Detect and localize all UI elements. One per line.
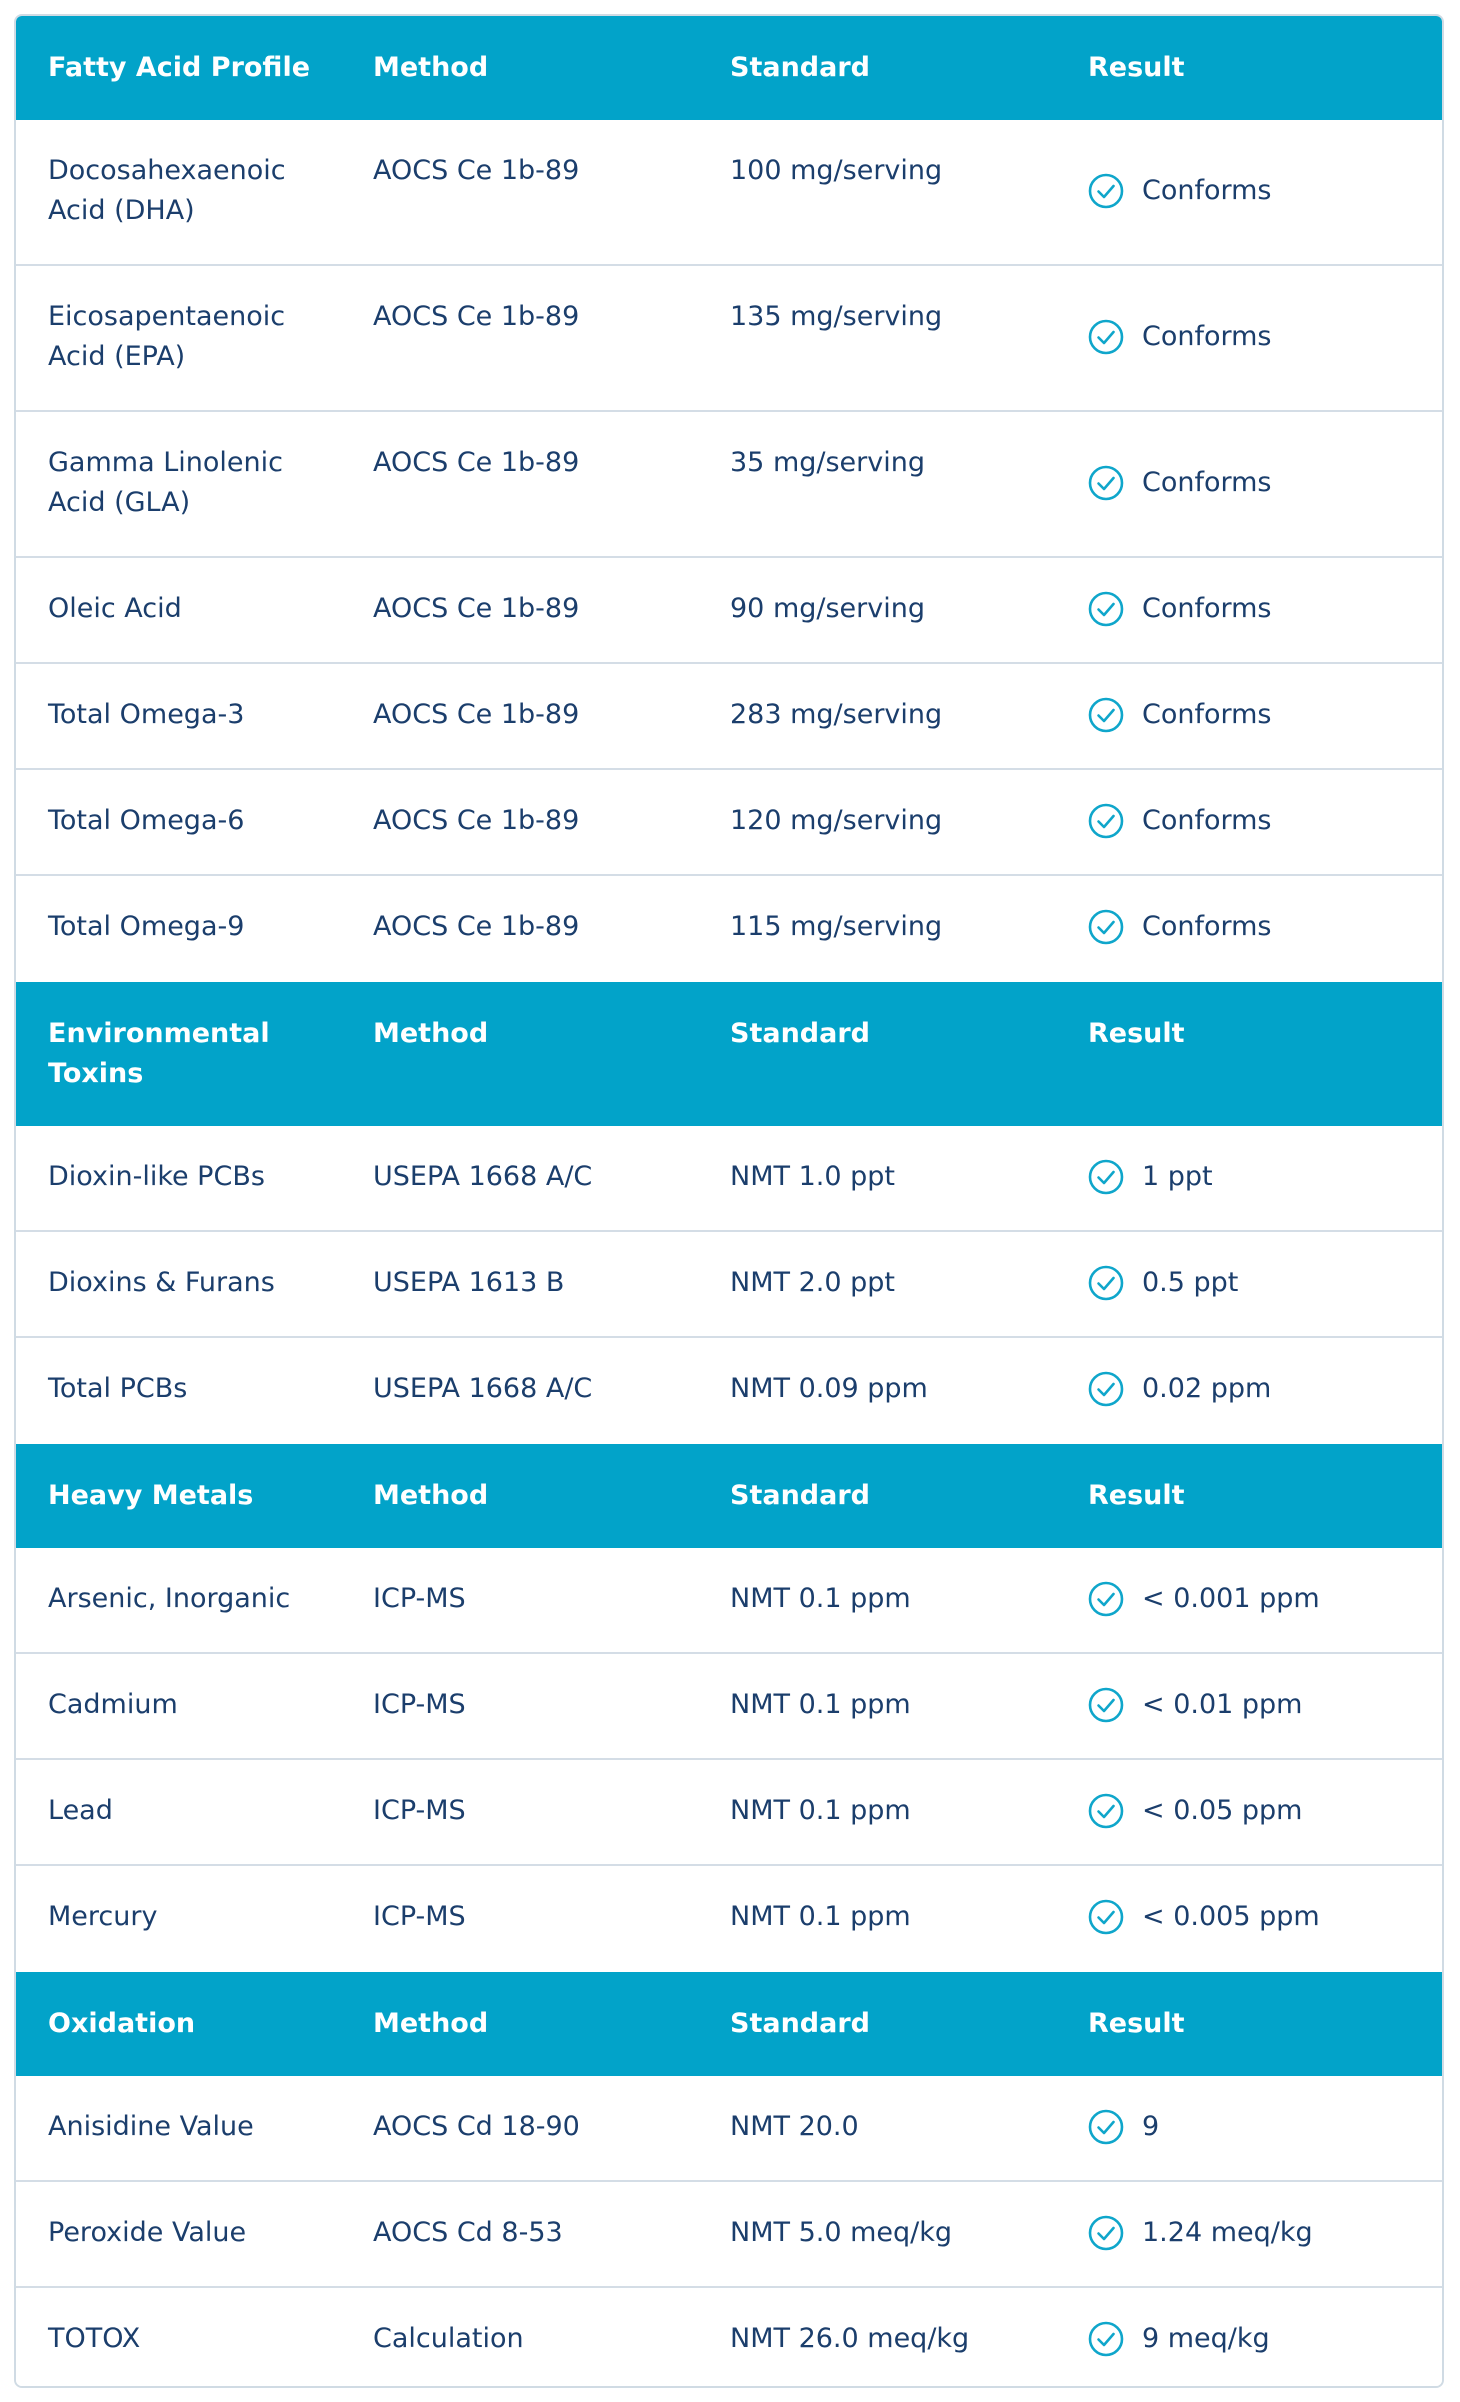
result-value: Conforms <box>1142 467 1272 498</box>
cell-standard: NMT 0.1 ppm <box>730 1795 911 1826</box>
cell-standard: NMT 0.1 ppm <box>730 1689 911 1720</box>
cell-result <box>1088 2213 1442 2253</box>
table-row <box>16 1126 1442 1232</box>
cell-method: AOCS Ce 1b-89 <box>373 155 580 186</box>
cell-result <box>1088 907 1442 947</box>
table-row <box>16 120 1442 266</box>
check-circle-icon <box>1088 1371 1124 1407</box>
section-header <box>16 1972 1442 2076</box>
result-value: Conforms <box>1142 321 1272 352</box>
header-standard: Standard <box>730 1480 870 1511</box>
header-result: Result <box>1088 1018 1185 1049</box>
result-value: Conforms <box>1142 593 1272 624</box>
cell-result <box>1088 589 1442 629</box>
result-value: < 0.01 ppm <box>1142 1689 1303 1720</box>
result-value: 0.5 ppt <box>1142 1267 1239 1298</box>
section-environmental-toxins <box>16 982 1442 1444</box>
result-value: 9 <box>1142 2111 1160 2142</box>
cell-standard: 35 mg/serving <box>730 447 925 478</box>
header-name: Oxidation <box>48 2008 196 2039</box>
cell-standard: 283 mg/serving <box>730 699 943 730</box>
cell-standard: NMT 26.0 meq/kg <box>730 2323 970 2354</box>
cell-standard: 100 mg/serving <box>730 155 943 186</box>
check-circle-icon <box>1088 1793 1124 1829</box>
cell-result <box>1088 1263 1442 1303</box>
check-circle-icon <box>1088 1899 1124 1935</box>
cell-method: AOCS Ce 1b-89 <box>373 593 580 624</box>
result-value: 9 meq/kg <box>1142 2323 1270 2354</box>
cell-name: Peroxide Value <box>48 2217 247 2248</box>
header-name: Environmental Toxins <box>48 1018 270 1089</box>
header-result: Result <box>1088 52 1185 83</box>
table-row <box>16 266 1442 412</box>
result-value: 1 ppt <box>1142 1161 1213 1192</box>
table-row <box>16 876 1442 982</box>
cell-result <box>1088 1897 1442 1937</box>
cell-result <box>1088 151 1442 211</box>
check-circle-icon <box>1088 465 1124 501</box>
cell-name: Total Omega-6 <box>48 805 245 836</box>
cell-method: AOCS Cd 8-53 <box>373 2217 563 2248</box>
cell-result <box>1088 801 1442 841</box>
header-standard: Standard <box>730 52 870 83</box>
cell-result <box>1088 1369 1442 1409</box>
header-standard: Standard <box>730 2008 870 2039</box>
cell-method: AOCS Ce 1b-89 <box>373 301 580 332</box>
check-circle-icon <box>1088 591 1124 627</box>
cell-result <box>1088 695 1442 735</box>
table-row <box>16 664 1442 770</box>
cell-method: AOCS Ce 1b-89 <box>373 805 580 836</box>
header-name: Heavy Metals <box>48 1480 254 1511</box>
cell-method: USEPA 1668 A/C <box>373 1373 593 1404</box>
cell-name: Lead <box>48 1795 113 1826</box>
header-method: Method <box>373 2008 489 2039</box>
table-row <box>16 1760 1442 1866</box>
cell-result <box>1088 1157 1442 1197</box>
cell-method: ICP-MS <box>373 1689 466 1720</box>
result-value: < 0.001 ppm <box>1142 1583 1320 1614</box>
cell-method: USEPA 1668 A/C <box>373 1161 593 1192</box>
cell-standard: NMT 1.0 ppt <box>730 1161 895 1192</box>
cell-result <box>1088 443 1442 503</box>
result-value: Conforms <box>1142 699 1272 730</box>
cell-result <box>1088 2319 1442 2359</box>
result-value: < 0.05 ppm <box>1142 1795 1303 1826</box>
cell-result <box>1088 1579 1442 1619</box>
cell-standard: 90 mg/serving <box>730 593 925 624</box>
cell-method: AOCS Cd 18-90 <box>373 2111 580 2142</box>
cell-method: USEPA 1613 B <box>373 1267 565 1298</box>
header-method: Method <box>373 52 489 83</box>
section-header <box>16 982 1442 1126</box>
header-name: Fatty Acid Profile <box>48 52 311 83</box>
cell-method: AOCS Ce 1b-89 <box>373 447 580 478</box>
cell-name: Gamma Linolenic Acid (GLA) <box>48 447 283 518</box>
table-row <box>16 2076 1442 2182</box>
check-circle-icon <box>1088 2321 1124 2357</box>
cell-method: Calculation <box>373 2323 524 2354</box>
cell-standard: NMT 2.0 ppt <box>730 1267 895 1298</box>
cell-method: ICP-MS <box>373 1901 466 1932</box>
result-value: 0.02 ppm <box>1142 1373 1272 1404</box>
cell-name: TOTOX <box>48 2323 141 2354</box>
cell-name: Total Omega-3 <box>48 699 245 730</box>
table-row <box>16 770 1442 876</box>
table-row <box>16 1232 1442 1338</box>
cell-name: Cadmium <box>48 1689 178 1720</box>
header-result: Result <box>1088 1480 1185 1511</box>
header-result: Result <box>1088 2008 1185 2039</box>
check-circle-icon <box>1088 909 1124 945</box>
check-circle-icon <box>1088 2215 1124 2251</box>
cell-standard: 120 mg/serving <box>730 805 943 836</box>
result-value: Conforms <box>1142 911 1272 942</box>
cell-method: AOCS Ce 1b-89 <box>373 911 580 942</box>
check-circle-icon <box>1088 803 1124 839</box>
check-circle-icon <box>1088 697 1124 733</box>
header-method: Method <box>373 1480 489 1511</box>
result-value: < 0.005 ppm <box>1142 1901 1320 1932</box>
cell-name: Oleic Acid <box>48 593 182 624</box>
cell-result <box>1088 1791 1442 1831</box>
check-circle-icon <box>1088 1687 1124 1723</box>
cell-name: Mercury <box>48 1901 158 1932</box>
table-row <box>16 1338 1442 1444</box>
result-value: Conforms <box>1142 175 1272 206</box>
cell-standard: NMT 20.0 <box>730 2111 859 2142</box>
check-circle-icon <box>1088 2109 1124 2145</box>
cell-standard: NMT 0.1 ppm <box>730 1583 911 1614</box>
section-fatty-acid-profile <box>16 16 1442 982</box>
header-method: Method <box>373 1018 489 1049</box>
table-row <box>16 2182 1442 2288</box>
cell-standard: NMT 5.0 meq/kg <box>730 2217 953 2248</box>
result-value: 1.24 meq/kg <box>1142 2217 1313 2248</box>
cell-name: Docosahexaenoic Acid (DHA) <box>48 155 286 226</box>
cell-name: Total Omega-9 <box>48 911 245 942</box>
table-row <box>16 1866 1442 1972</box>
section-header <box>16 1444 1442 1548</box>
cell-result <box>1088 297 1442 357</box>
table-row <box>16 412 1442 558</box>
table-row <box>16 1548 1442 1654</box>
cell-name: Dioxins & Furans <box>48 1267 275 1298</box>
cell-method: AOCS Ce 1b-89 <box>373 699 580 730</box>
cell-standard: NMT 0.1 ppm <box>730 1901 911 1932</box>
cell-standard: 135 mg/serving <box>730 301 943 332</box>
check-circle-icon <box>1088 1581 1124 1617</box>
cell-method: ICP-MS <box>373 1583 466 1614</box>
check-circle-icon <box>1088 319 1124 355</box>
cell-method: ICP-MS <box>373 1795 466 1826</box>
cell-standard: NMT 0.09 ppm <box>730 1373 928 1404</box>
cell-result <box>1088 1685 1442 1725</box>
section-heavy-metals <box>16 1444 1442 1972</box>
check-circle-icon <box>1088 1265 1124 1301</box>
section-oxidation <box>16 1972 1442 2388</box>
cell-name: Eicosapentaenoic Acid (EPA) <box>48 301 286 372</box>
cell-name: Total PCBs <box>48 1373 188 1404</box>
cell-standard: 115 mg/serving <box>730 911 943 942</box>
cell-name: Anisidine Value <box>48 2111 254 2142</box>
result-value: Conforms <box>1142 805 1272 836</box>
section-header <box>16 16 1442 120</box>
cell-name: Arsenic, Inorganic <box>48 1583 291 1614</box>
cell-name: Dioxin-like PCBs <box>48 1161 265 1192</box>
check-circle-icon <box>1088 173 1124 209</box>
header-standard: Standard <box>730 1018 870 1049</box>
results-table <box>14 14 1444 2388</box>
table-row <box>16 2288 1442 2388</box>
table-row <box>16 1654 1442 1760</box>
cell-result <box>1088 2107 1442 2147</box>
table-row <box>16 558 1442 664</box>
check-circle-icon <box>1088 1159 1124 1195</box>
